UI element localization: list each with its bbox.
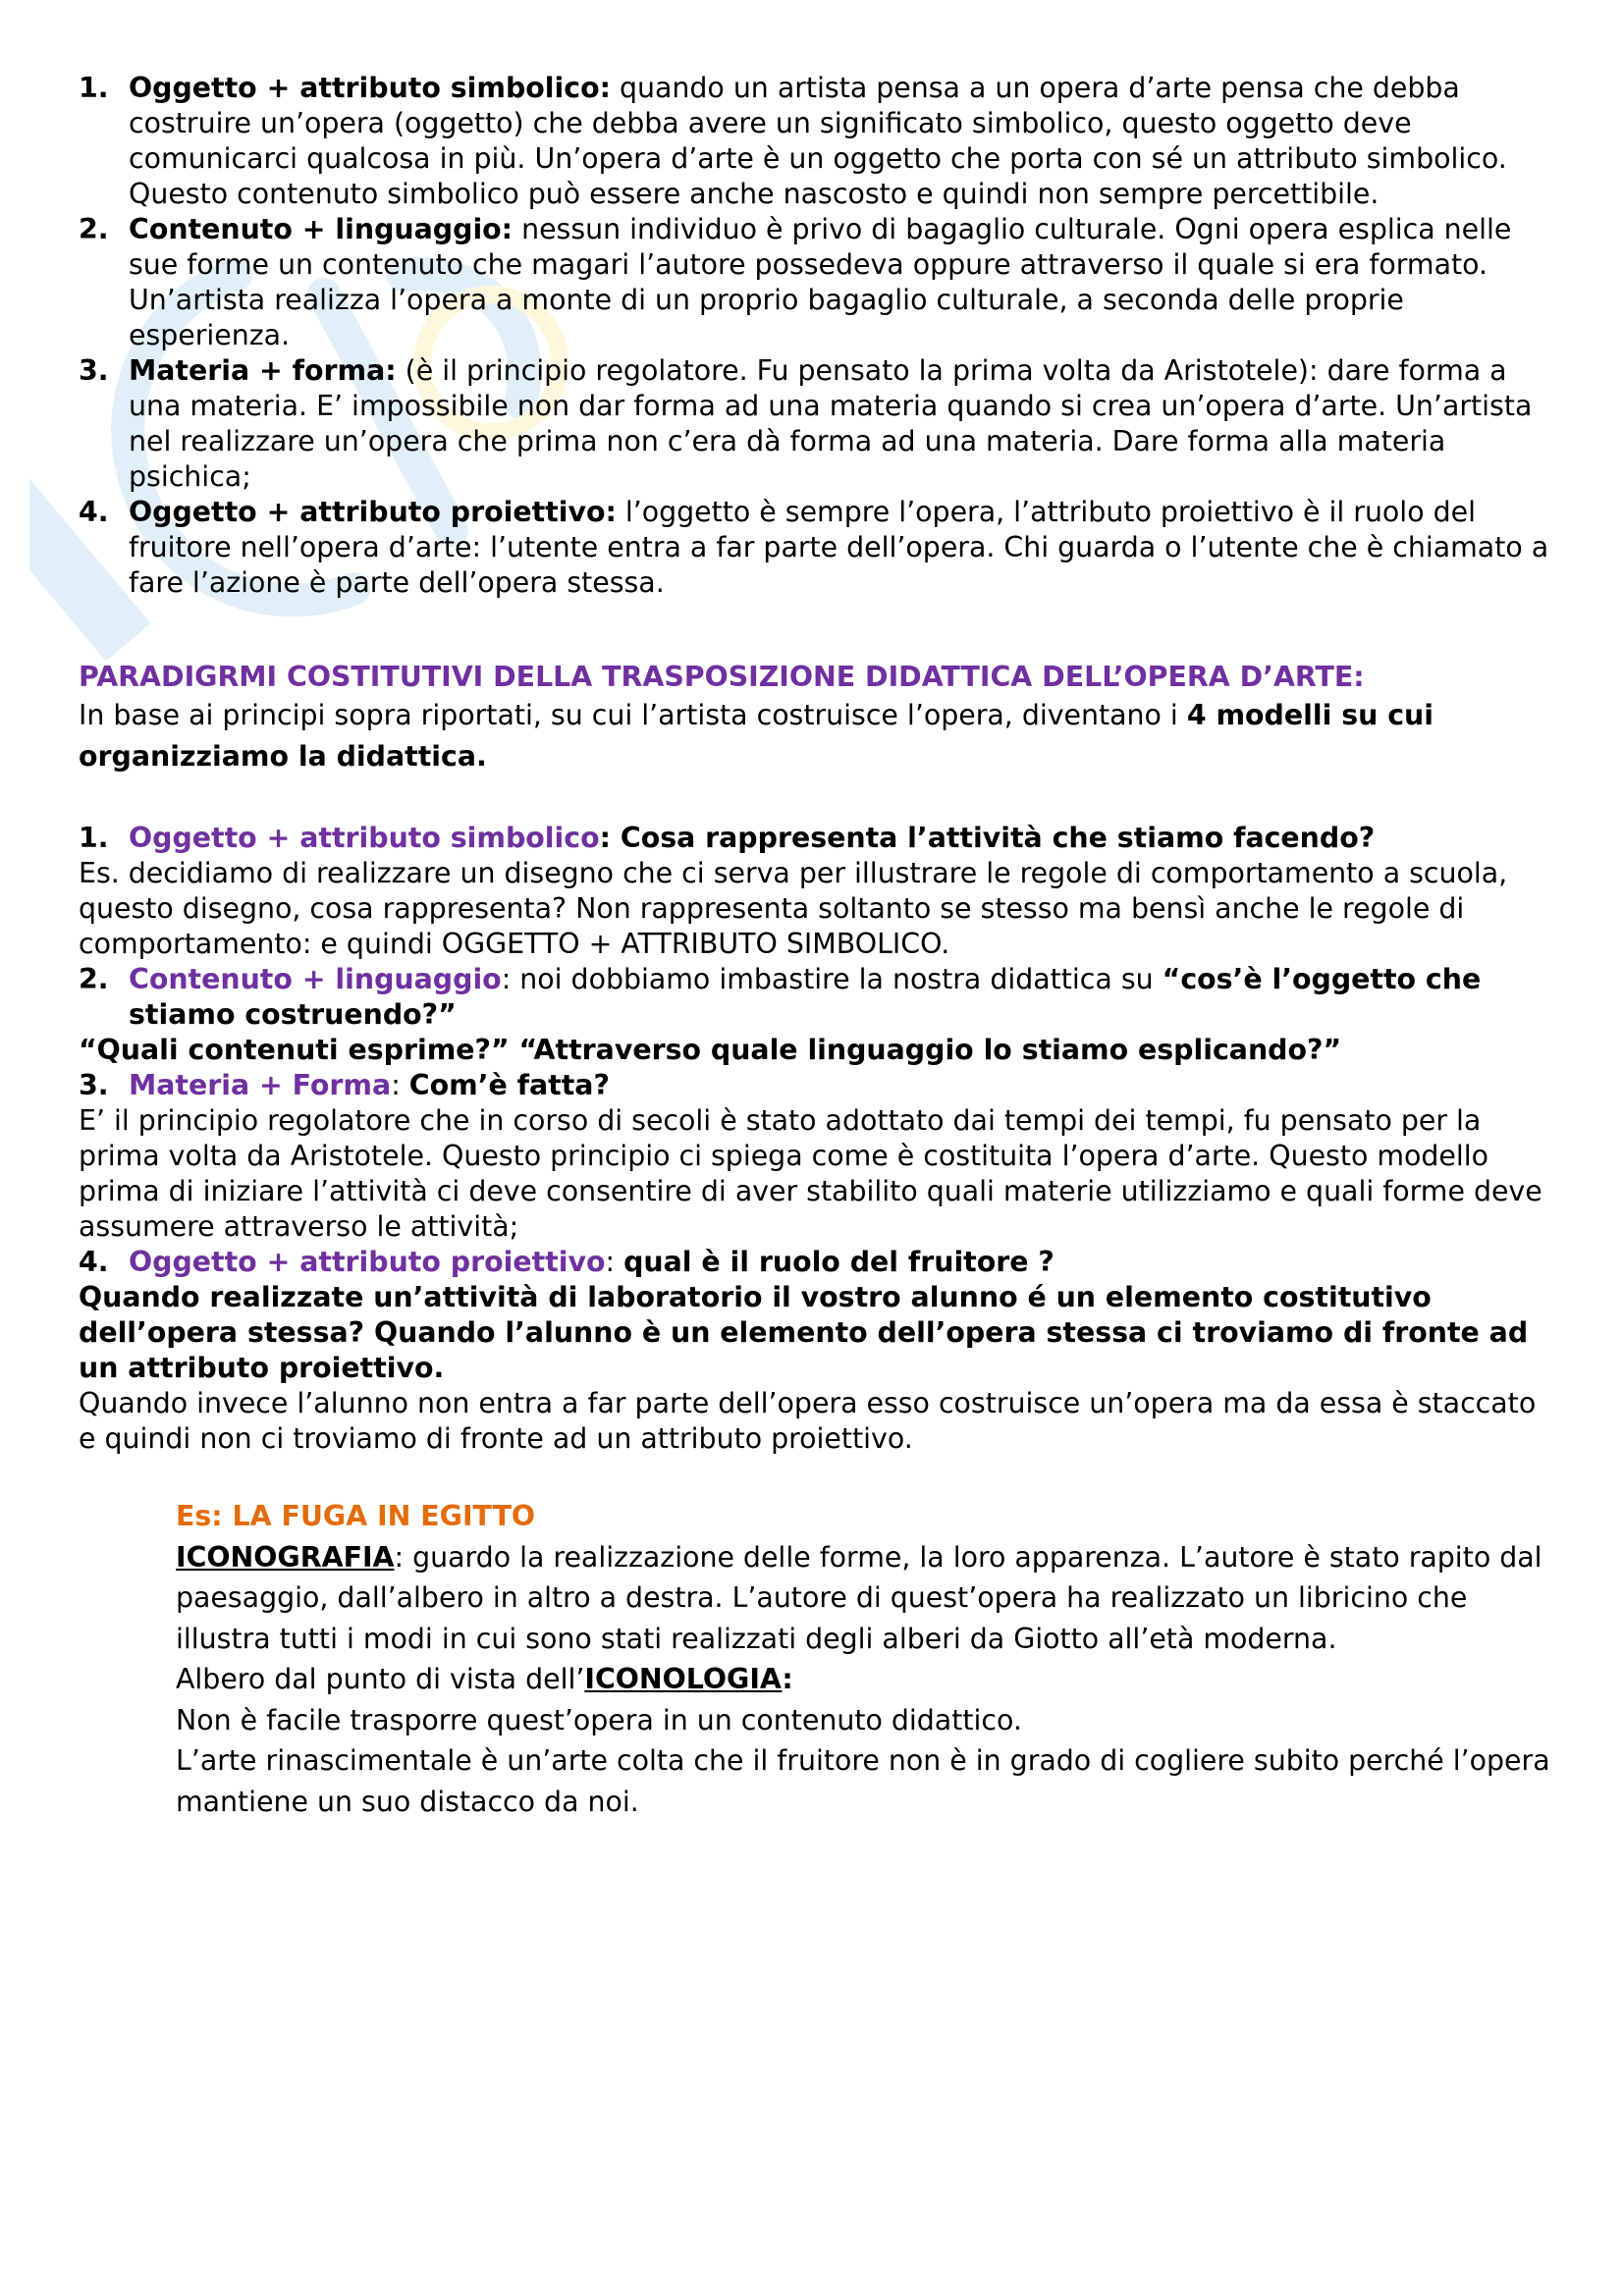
principle-item <box>79 353 1561 495</box>
principle-item <box>79 71 1561 212</box>
list-number: 1. <box>79 822 109 854</box>
model-body: Quando invece l’alunno non entra a far parte dell’opera esso costruisce un’opera ma da essa è staccato e quindi non ci troviamo di fronte ad un attributo proiettivo. <box>79 1387 1537 1455</box>
section-intro <box>79 695 1561 777</box>
model-body: E’ il principio regolatore che in corso di secoli è stato adottato dai tempi dei tempi, fu pensato per la prima volta da Aristotele. Questo principio ci spiega come è costituita l’opera d’arte. Questo modello prima di iniziare l’attività ci deve consentire di aver stabilito quali materie utilizziamo e quali forme deve assumere attraverso le attività; <box>79 1104 1542 1243</box>
iconologia-line <box>176 1659 1561 1700</box>
example-title: Es: LA FUGA IN EGITTO <box>176 1500 536 1532</box>
model-heading <box>79 962 1561 1033</box>
model-body-bold: Quando realizzate un’attività di laboratorio il vostro alunno é un elemento costitutivo dell’opera stessa? Quando l’alunno è un elemento dell’opera stessa ci troviamo di fronte ad un attributo proiettivo. <box>79 1281 1529 1384</box>
principle-title: Oggetto + attributo proiettivo: <box>129 496 617 528</box>
model-heading <box>79 821 1561 856</box>
section-heading: PARADIGRMI COSTITUTIVI DELLA TRASPOSIZIONE DIDATTICA DELL’OPERA D’ARTE: <box>79 661 1365 693</box>
intro-bold: 4 modelli su cui organizziamo la didattica. <box>79 699 1434 773</box>
iconografia-label: ICONOGRAFIA <box>176 1540 395 1574</box>
iconografia-paragraph <box>176 1537 1561 1660</box>
model-sep: : <box>605 1246 624 1278</box>
model-title: Oggetto + attributo simbolico <box>129 822 600 854</box>
model-3 <box>79 1068 1561 1103</box>
model-heading <box>79 1245 1561 1280</box>
model-heading <box>79 1068 1561 1103</box>
model-question: Com’è fatta? <box>408 1069 610 1101</box>
principle-text: nessun individuo è privo di bagaglio culturale. Ogni opera esplica nelle sue forme un contenuto che magari l’autore possedeva oppure attraverso il quale si era formato. Un’artista realizza l’opera a monte di un proprio bagaglio culturale, a seconda delle proprie esperienza. <box>129 213 1512 351</box>
principle-title: Materia + forma: <box>129 354 397 387</box>
example-line: L’arte rinascimentale è un’arte colta che il fruitore non è in grado di cogliere subito perché l’opera mantiene un suo distacco da noi. <box>176 1744 1550 1818</box>
principle-title: Contenuto + linguaggio: <box>129 213 514 245</box>
model-title: Oggetto + attributo proiettivo <box>129 1246 606 1278</box>
list-number: 2. <box>79 963 109 995</box>
model-title: Materia + Forma <box>129 1069 392 1101</box>
model-text: : noi dobbiamo imbastire la nostra didattica su <box>501 963 1163 995</box>
example-block <box>176 1496 1561 1822</box>
document-page <box>79 71 1561 1822</box>
iconologia-prefix: Albero dal punto di vista dell’ <box>176 1663 585 1695</box>
principle-item <box>79 212 1561 353</box>
principle-text: quando un artista pensa a un opera d’arte pensa che debba costruire un’opera (oggetto) che debba avere un significato simbolico, questo oggetto deve comunicarci qualcosa in più. Un’opera d’arte è un oggetto che porta con sé un attributo simbolico. Questo contenuto simbolico può essere anche nascosto e quindi non sempre percettibile. <box>129 72 1507 210</box>
list-number: 4. <box>79 1246 109 1278</box>
principles-list <box>79 71 1561 601</box>
model-2 <box>79 962 1561 1033</box>
model-title: Contenuto + linguaggio <box>129 963 502 995</box>
iconografia-text: : guardo la realizzazione delle forme, la loro apparenza. L’autore è stato rapito dal paesaggio, dall’albero in altro a destra. L’autore di quest’opera ha realizzato un libricino che illustra tutti i modi in cui sono stati realizzati degli alberi da Giotto all’età moderna. <box>176 1540 1542 1655</box>
list-number: 3. <box>79 1069 109 1101</box>
example-line: Non è facile trasporre quest’opera in un contenuto didattico. <box>176 1703 1022 1736</box>
list-number: 4. <box>79 496 109 528</box>
list-number: 3. <box>79 354 109 387</box>
principle-text: l’oggetto è sempre l’opera, l’attributo proiettivo è il ruolo del fruitore nell’opera d’arte: l’utente entra a far parte dell’opera. Chi guarda o l’utente che è chiamato a fare l’azione è parte dell’opera stessa. <box>129 496 1549 599</box>
list-number: 1. <box>79 72 109 104</box>
model-1 <box>79 821 1561 856</box>
intro-text: In base ai principi sopra riportati, su cui l’artista costruisce l’opera, diventano i <box>79 699 1187 731</box>
model-body: “Quali contenuti esprime?” “Attraverso quale linguaggio lo stiamo esplicando?” <box>79 1034 1342 1066</box>
model-question: “cos’è l’oggetto che stiamo costruendo?” <box>129 963 1482 1031</box>
iconologia-suffix: : <box>782 1663 793 1695</box>
list-number: 2. <box>79 213 109 245</box>
iconologia-label: ICONOLOGIA <box>584 1663 783 1695</box>
model-4 <box>79 1245 1561 1280</box>
model-question: qual è il ruolo del fruitore ? <box>623 1246 1055 1278</box>
model-sep: : <box>391 1069 409 1101</box>
model-question: Cosa rappresenta l’attività che stiamo facendo? <box>620 822 1376 854</box>
model-body: Es. decidiamo di realizzare un disegno che ci serva per illustrare le regole di comportamento a scuola, questo disegno, cosa rappresenta? Non rappresenta soltanto se stesso ma bensì anche le regole di comportamento: e quindi OGGETTO + ATTRIBUTO SIMBOLICO. <box>79 857 1508 960</box>
principle-text: (è il principio regolatore. Fu pensato la prima volta da Aristotele): dare forma a una materia. E’ impossibile non dar forma ad una materia quando si crea un’opera d’arte. Un’artista nel realizzare un’opera che prima non c’era dà forma ad una materia. Dare forma alla materia psichica; <box>129 354 1533 493</box>
principle-item <box>79 495 1561 601</box>
model-sep: : <box>599 822 621 854</box>
principle-title: Oggetto + attributo simbolico: <box>129 72 611 104</box>
